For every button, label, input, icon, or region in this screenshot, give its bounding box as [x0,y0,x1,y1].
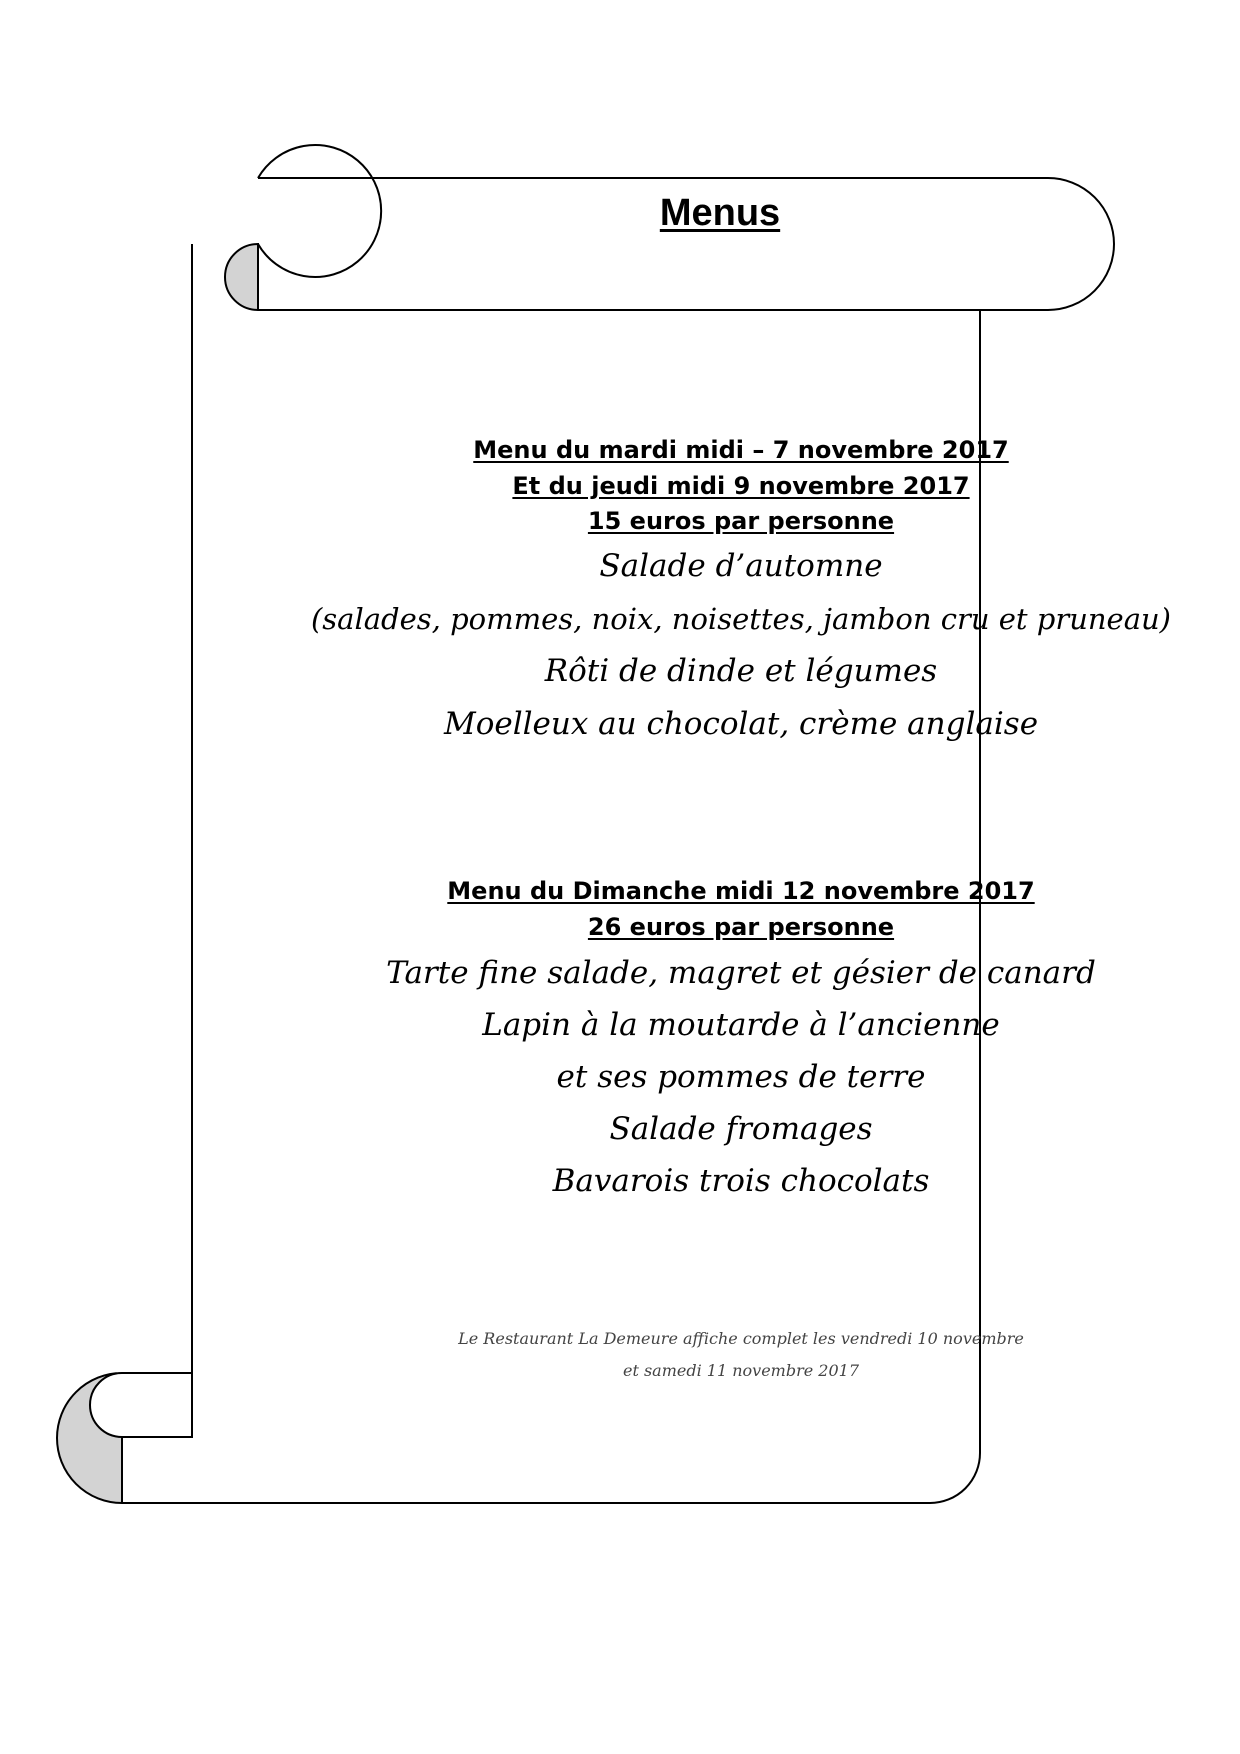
menu2-heading-date: Menu du Dimanche midi 12 novembre 2017 [447,877,1035,905]
scroll-bottom-roll [122,1373,192,1437]
menu2-price: 26 euros par personne [587,913,895,941]
menu2-dish: Bavarois trois chocolats [552,1163,930,1199]
footer-note-2: et samedi 11 novembre 2017 [622,1361,860,1380]
menu1-heading-date: Menu du mardi midi – 7 novembre 2017 [473,436,1009,464]
footer-note: Le Restaurant La Demeure affiche complet les vendredi 10 novembre [458,1329,1024,1348]
scroll-top-roll-edge [258,145,381,277]
menu2-dish: Lapin à la moutarde à l’ancienne [482,1007,1000,1043]
page-title: Menus [659,192,781,234]
scroll-bottom-curl-icon [57,1373,122,1503]
menu1-dish: Salade d’automne [599,548,883,584]
menu2-dish: et ses pommes de terre [556,1059,926,1095]
menu1-price: 15 euros par personne [587,507,895,535]
menu1-heading-date-2: Et du jeudi midi 9 novembre 2017 [512,472,970,500]
menu2-dish: Salade fromages [609,1111,873,1147]
menu2-dish: Tarte fine salade, magret et gésier de canard [386,955,1096,991]
menu1-dish-detail: (salades, pommes, noix, noisettes, jambon cru et pruneau) [310,602,1171,636]
menu1-dish: Rôti de dinde et légumes [544,653,938,689]
menu1-dish: Moelleux au chocolat, crème anglaise [443,706,1039,742]
scroll-top-curl-icon [225,244,258,310]
